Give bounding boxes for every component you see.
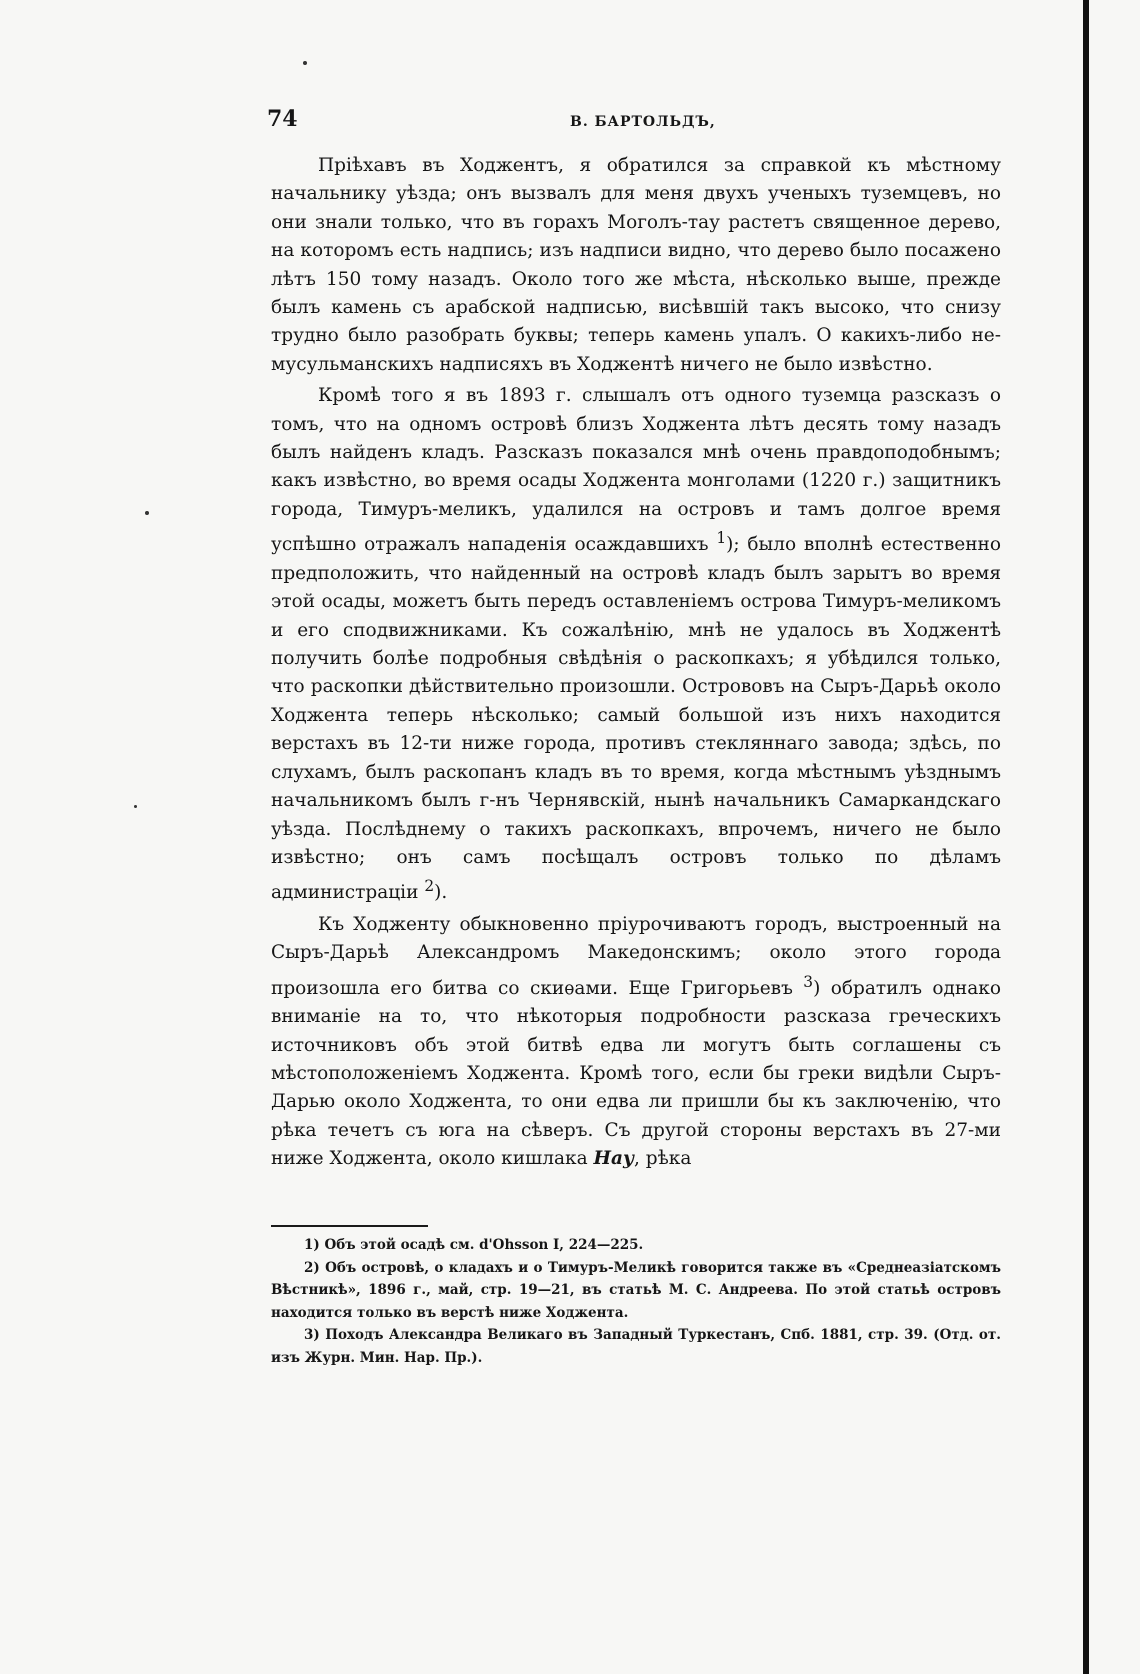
footnote-ref-2: 2 [424,877,435,896]
paragraph-text: Къ Ходженту обыкновенно пріурочиваютъ городъ, выстроенный на Сыръ-Дарьѣ Александромъ Македонскимъ; около этого города произошла его битва со скиѳами. Еще Григорьевъ [271,913,1001,999]
paragraph-3 [271,911,1001,1174]
paragraph-text: , рѣка [634,1148,692,1170]
footnote-2: 2) Объ островѣ, о кладахъ и о Тимуръ-Меликѣ говорится также въ «Среднеазіатскомъ Вѣстникѣ», 1896 г., май, стр. 19—21, въ статьѣ М. С. Андреева. По этой статьѣ островъ находится только въ верстѣ ниже Ходжента. [271,1259,1001,1321]
paragraph-text: ); было вполнѣ естественно предположить, что найденный на островѣ кладъ былъ зарытъ во время этой осады, можетъ быть передъ оставленіемъ острова Тимуръ-меликомъ и его сподвижниками. Къ сожалѣнію, мнѣ не удалось въ Ходжентѣ получить болѣе подробныя свѣдѣнія о раскопкахъ; я убѣдился только, что раскопки дѣйствительно произошли. Острововъ на Сыръ-Дарьѣ около Ходжента теперь нѣсколько; самый большой изъ нихъ находится верстахъ въ 12-ти ниже города, противъ стекляннаго завода; здѣсь, по слухамъ, былъ раскопанъ кладъ въ то время, когда мѣстнымъ уѣзднымъ начальникомъ былъ г-нъ Чернявскій, нынѣ начальникъ Самаркандскаго уѣзда. Послѣднему о такихъ раскопкахъ, впрочемъ, ничего не было извѣстно; онъ самъ посѣщалъ островъ только по дѣламъ администраціи [271,534,1001,904]
page-edge-shadow [1083,0,1089,1674]
page-header [267,106,1001,140]
footnote-ref-1: 1 [716,529,727,548]
paragraph-text: Кромѣ того я въ 1893 г. слышалъ отъ одного туземца разсказъ о томъ, что на одномъ островѣ близъ Ходжента лѣтъ десять тому назадъ былъ найденъ кладъ. Разсказъ показался мнѣ очень правдоподобнымъ; какъ извѣстно, во время осады Ходжента монголами (1220 г.) защитникъ города, Тимуръ-меликъ, удалился на островъ и тамъ долгое время успѣшно отражалъ нападенія осаждавшихъ [271,385,1001,556]
paragraph-text: ). [434,882,448,904]
paragraph-2 [271,382,1001,908]
page-number: 74 [267,106,298,132]
scan-speck [145,511,149,515]
paragraph-text: ) обратилъ однако вниманіе на то, что нѣкоторыя подробности разсказа греческихъ источниковъ объ этой битвѣ едва ли могутъ быть соглашены съ мѣстоположеніемъ Ходжента. Кромѣ того, если бы греки видѣли Сыръ-Дарью около Ходжента, то они едва ли пришли бы къ заключенію, что рѣка течетъ съ юга на сѣверъ. Съ другой стороны верстахъ въ 27-ми ниже Ходжента, около кишлака [271,977,1001,1170]
running-head: В. БАРТОЛЬДЪ, [570,114,716,130]
scan-speck [303,61,307,65]
place-name: Нау [593,1148,635,1170]
body-text [271,152,1001,1174]
footnote-3: 3) Походъ Александра Великаго въ Западный Туркестанъ, Спб. 1881, стр. 39. (Отд. от. изъ Журн. Мин. Нар. Пр.). [271,1327,1001,1366]
paragraph-text: Пріѣхавъ въ Ходжентъ, я обратился за справкой къ мѣстному начальнику уѣзда; онъ вызвалъ для меня двухъ ученыхъ туземцевъ, но они знали только, что въ горахъ Моголъ-тау растетъ священное дерево, на которомъ есть надпись; изъ надписи видно, что дерево было посажено лѣтъ 150 тому назадъ. Около того же мѣста, нѣсколько выше, прежде былъ камень съ арабской надписью, висѣвшій такъ высоко, что снизу трудно было разобрать буквы; теперь камень упалъ. О какихъ-либо не-мусульманскихъ надписяхъ въ Ходжентѣ ничего не было извѣстно. [271,155,1001,375]
footnote-1: 1) Объ этой осадѣ см. d'Ohsson I, 224—225. [304,1237,644,1253]
footnote-separator [271,1225,428,1227]
scan-speck [134,805,137,808]
footnote-ref-3: 3 [803,972,814,991]
paragraph-1 [271,152,1001,379]
footnotes [271,1234,1001,1370]
